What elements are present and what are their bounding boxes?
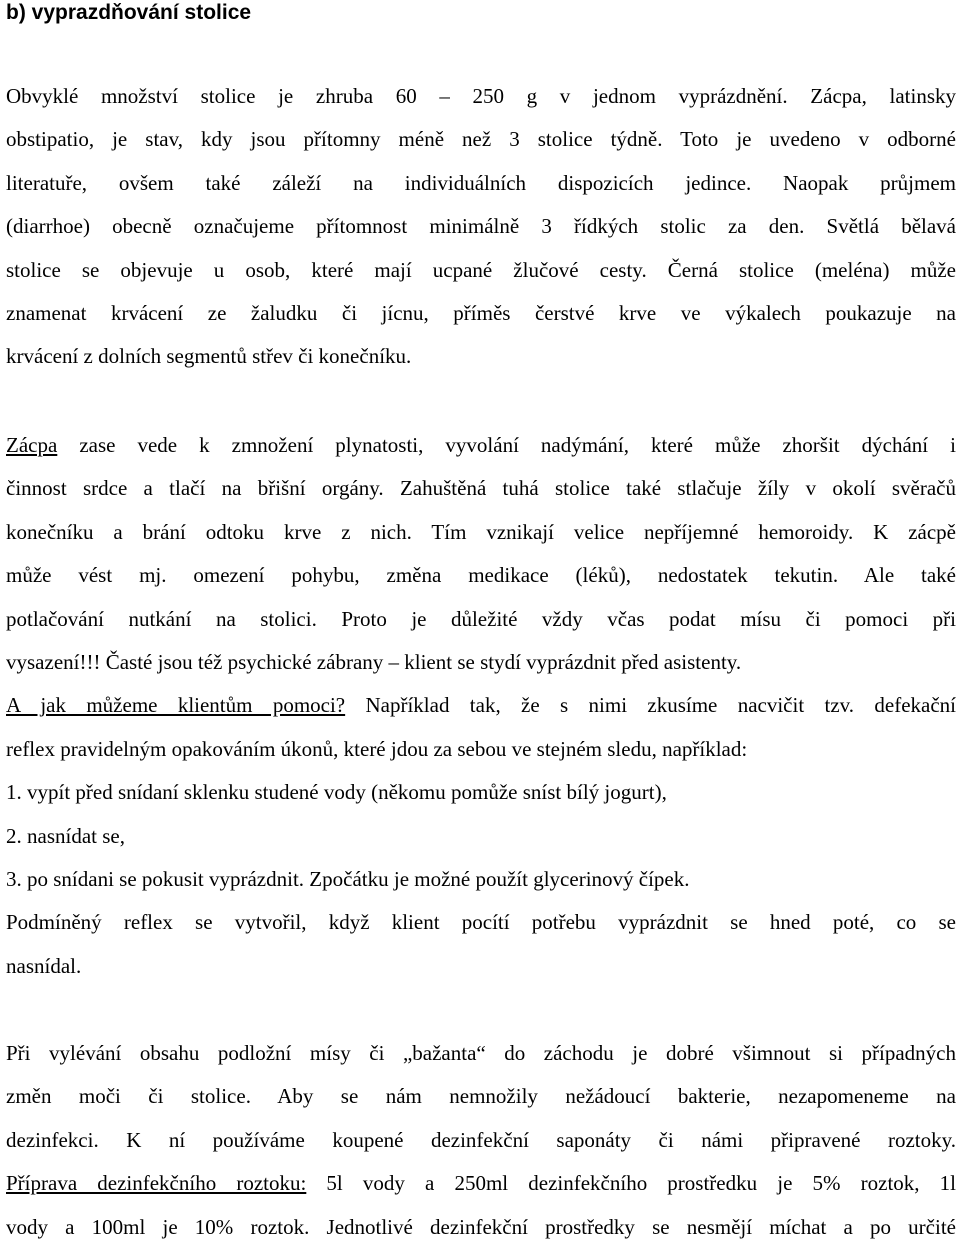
text-line: potlačování nutkání na stolici. Proto je důležité vždy včas podat mísu či pomoci při: [6, 606, 956, 631]
text-line: znamenat krvácení ze žaludku či jícnu, příměs čerstvé krve ve výkalech poukazuje na: [6, 301, 956, 326]
text-line: změn moči či stolice. Aby se nám nemnožily nežádoucí bakterie, nezapomeneme na: [6, 1084, 956, 1109]
list-item: 1. vypít před snídaní sklenku studené vody (někomu pomůže sníst bílý jogurt),: [6, 780, 667, 805]
text-line: konečníku a brání odtoku krve z nich. Tím vznikají velice nepříjemné hemoroidy. K zácpě: [6, 519, 956, 544]
text-line: krvácení z dolních segmentů střev či konečníku.: [6, 344, 412, 369]
text-line: činnost srdce a tlačí na břišní orgány. Zahuštěná tuhá stolice také stlačuje žíly v okolí svěračů: [6, 476, 956, 501]
text-line: může vést mj. omezení pohybu, změna medikace (léků), nedostatek tekutin. Ale také: [6, 563, 956, 588]
list-item: 2. nasnídat se,: [6, 823, 125, 848]
text-line: vysazení!!! Časté jsou též psychické zábrany – klient se stydí vyprázdnit před asistenty.: [6, 650, 742, 675]
text-line: Podmíněný reflex se vytvořil, když klient pocítí potřebu vyprázdnit se hned poté, co se: [6, 910, 956, 935]
text-line: Zácpa zase vede k zmnožení plynatosti, vyvolání nadýmání, které může zhoršit dýchání i: [6, 433, 956, 457]
text-line: Příprava dezinfekčního roztoku: 5l vody a 250ml dezinfekčního prostředku je 5% roztok, 1l: [6, 1171, 956, 1196]
text-line: Obvyklé množství stolice je zhruba 60 – 250 g v jednom vyprázdnění. Zácpa, latinsky: [6, 84, 956, 108]
text-line: nasnídal.: [6, 953, 82, 978]
section-heading: b) vyprazdňování stolice: [6, 1, 252, 24]
text-line: Při vylévání obsahu podložní mísy či „bažanta“ do záchodu je dobré všimnout si případných: [6, 1041, 956, 1065]
text-line: dezinfekci. K ní používáme koupené dezinfekční saponáty či námi připravené roztoky.: [6, 1127, 956, 1152]
text-line: obstipatio, je stav, kdy jsou přítomny méně než 3 stolice týdně. Toto je uvedeno v odborné: [6, 127, 956, 152]
text-line: literatuře, ovšem také záleží na individuálních dispozicích jedince. Naopak průjmem: [6, 170, 956, 195]
underlined-term: Příprava dezinfekčního roztoku:: [6, 1171, 307, 1196]
paragraph-disinfection: [6, 1032, 956, 1249]
text-line: A jak můžeme klientům pomoci? Například tak, že s nimi zkusíme nacvičit tzv. defekační: [6, 693, 957, 718]
text-line: stolice se objevuje u osob, které mají ucpané žlučové cesty. Černá stolice (meléna) může: [6, 257, 956, 282]
text-line: (diarrhoe) obecně označujeme přítomnost minimálně 3 řídkých stolic za den. Světlá bělavá: [6, 214, 956, 239]
paragraph-constipation: [6, 424, 956, 988]
paragraph-stool-amount: [6, 75, 956, 379]
list-item: 3. po snídani se pokusit vyprázdnit. Zpočátku je možné použít glycerinový čípek.: [6, 867, 690, 892]
text-line: vody a 100ml je 10% roztok. Jednotlivé dezinfekční prostředky se nesmějí míchat a po určité: [6, 1214, 956, 1239]
text-line: reflex pravidelným opakováním úkonů, které jdou za sebou ve stejném sledu, například:: [6, 736, 748, 761]
underlined-question: A jak můžeme klientům pomoci?: [6, 693, 346, 718]
underlined-term: Zácpa: [6, 433, 58, 457]
